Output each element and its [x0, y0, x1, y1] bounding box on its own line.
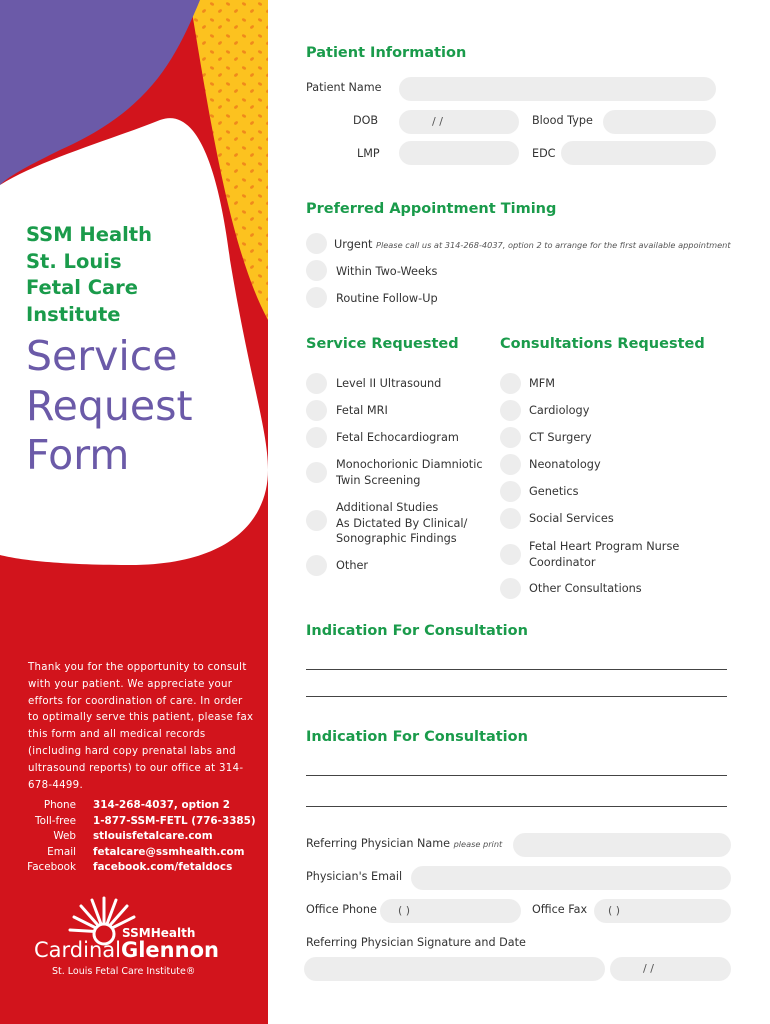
consultation-checkbox[interactable] — [500, 508, 521, 529]
service-label: Fetal MRI — [336, 404, 388, 417]
consultation-label: Social Services — [529, 512, 614, 525]
contact-label: Email — [47, 845, 76, 858]
blood-type-label: Blood Type — [532, 114, 593, 127]
lmp-input[interactable] — [399, 141, 519, 165]
contact-facebook-link[interactable]: facebook.com/fetaldocs — [93, 861, 233, 874]
indication-heading: Indication For Consultation — [306, 623, 528, 639]
indication-line[interactable] — [306, 669, 727, 670]
referring-physician-input[interactable] — [513, 833, 731, 857]
form-title — [26, 332, 193, 481]
indication-line[interactable] — [306, 806, 727, 807]
consultations-heading: Consultations Requested — [500, 336, 705, 352]
timing-routine-radio[interactable] — [306, 287, 327, 308]
service-label: Level II Ultrasound — [336, 377, 442, 390]
cardinal-glennon-logo — [34, 892, 234, 982]
logo-wordmark — [34, 938, 219, 962]
dob-placeholder: / / — [432, 115, 443, 128]
service-checkbox[interactable] — [306, 555, 327, 576]
indication-line[interactable] — [306, 696, 727, 697]
contact-values — [93, 798, 256, 876]
service-label: Monochorionic Diamniotic Twin Screening — [336, 458, 483, 487]
indication-line[interactable] — [306, 775, 727, 776]
consultation-checkbox[interactable] — [500, 454, 521, 475]
timing-two-weeks-label: Within Two-Weeks — [336, 265, 438, 278]
service-label: Fetal Echocardiogram — [336, 431, 459, 444]
consultation-label: Other Consultations — [529, 582, 642, 595]
service-checkbox[interactable] — [306, 373, 327, 394]
service-checkbox[interactable] — [306, 510, 327, 531]
consultation-checkbox[interactable] — [500, 578, 521, 599]
office-phone-input[interactable] — [380, 899, 521, 923]
contact-email-link[interactable]: fetalcare@ssmhealth.com — [93, 845, 245, 858]
service-checkbox[interactable] — [306, 427, 327, 448]
dob-input[interactable] — [399, 110, 519, 134]
urgent-label: Urgent — [334, 238, 373, 251]
contact-phone: 314-268-4037, option 2 — [93, 799, 230, 811]
referring-physician-label — [306, 837, 502, 850]
timing-two-weeks-radio[interactable] — [306, 260, 327, 281]
brand-line: SSM Health — [26, 223, 152, 246]
office-fax-input[interactable] — [594, 899, 731, 923]
contact-label: Toll-free — [35, 814, 76, 827]
logo-subtitle: St. Louis Fetal Care Institute® — [52, 966, 196, 977]
date-placeholder: / / — [643, 962, 654, 975]
logo-ssm: SSMHealth — [122, 926, 196, 940]
signature-label: Referring Physician Signature and Date — [306, 936, 526, 949]
referring-physician-text: Referring Physician Name — [306, 837, 450, 850]
brand-name — [26, 222, 152, 328]
phone-placeholder: ( ) — [398, 904, 411, 917]
dob-label: DOB — [353, 114, 379, 127]
office-phone-label: Office Phone — [306, 903, 377, 916]
consultation-checkbox[interactable] — [500, 373, 521, 394]
signature-date-input[interactable] — [610, 957, 731, 981]
service-label: Other — [336, 559, 369, 572]
service-checkbox[interactable] — [306, 462, 327, 483]
consultation-checkbox[interactable] — [500, 481, 521, 502]
patient-name-input[interactable] — [399, 77, 716, 101]
lmp-label: LMP — [357, 147, 380, 160]
physician-email-label: Physician's Email — [306, 870, 403, 883]
please-print-note: please print — [453, 839, 503, 849]
patient-name-label: Patient Name — [306, 81, 382, 94]
contact-label: Web — [53, 830, 76, 843]
contact-label: Facebook — [27, 861, 76, 874]
thanks-paragraph: Thank you for the opportunity to consult with your patient. We appreciate your efforts for coordination of care. In order to optimally serve this patient, please fax this form and all medical records (including hard copy prenatal labs and ultrasound reports) to our office at 314- 678-4499. — [28, 662, 254, 791]
signature-input[interactable] — [304, 957, 605, 981]
logo-cardinal: Cardinal — [34, 938, 121, 962]
brand-line: St. Louis — [26, 249, 122, 273]
fax-placeholder: ( ) — [608, 904, 621, 917]
blood-type-input[interactable] — [603, 110, 716, 134]
consultation-label: Cardiology — [529, 404, 590, 417]
contact-web-link[interactable]: stlouisfetalcare.com — [93, 830, 213, 843]
contact-labels — [0, 798, 76, 876]
timing-routine-label: Routine Follow-Up — [336, 292, 438, 305]
edc-input[interactable] — [561, 141, 716, 165]
logo-glennon: Glennon — [120, 938, 219, 962]
timing-urgent-radio[interactable] — [306, 233, 327, 254]
brand-line: Institute — [26, 302, 121, 326]
consultation-label: MFM — [529, 377, 555, 390]
brand-line: Fetal Care — [26, 276, 139, 299]
service-checkbox[interactable] — [306, 400, 327, 421]
consultation-checkbox[interactable] — [500, 544, 521, 565]
consultation-label: Neonatology — [529, 458, 601, 471]
timing-urgent-option — [334, 237, 731, 254]
consultation-label: Genetics — [529, 485, 579, 498]
title-line: Form — [26, 431, 130, 479]
consultation-checkbox[interactable] — [500, 427, 521, 448]
title-line: Service — [26, 332, 178, 380]
timing-heading: Preferred Appointment Timing — [306, 201, 557, 217]
contact-label: Phone — [43, 799, 76, 811]
office-fax-label: Office Fax — [532, 903, 588, 916]
indication-heading-2: Indication For Consultation — [306, 729, 528, 745]
consultation-checkbox[interactable] — [500, 400, 521, 421]
consultation-label: Fetal Heart Program Nurse Coordinator — [529, 540, 680, 569]
patient-info-heading: Patient Information — [306, 45, 467, 61]
title-line: Request — [26, 381, 193, 430]
physician-email-input[interactable] — [411, 866, 731, 890]
service-label: Additional Studies As Dictated By Clinical/ Sonographic Findings — [336, 501, 468, 545]
contact-tollfree: 1-877-SSM-FETL (776-3385) — [93, 814, 256, 827]
consultation-label: CT Surgery — [529, 431, 592, 444]
edc-label: EDC — [532, 147, 556, 160]
sidebar-panel — [0, 0, 268, 1024]
service-heading: Service Requested — [306, 336, 459, 352]
urgent-note: Please call us at 314-268-4037, option 2 to arrange for the first available appointment — [376, 240, 731, 250]
